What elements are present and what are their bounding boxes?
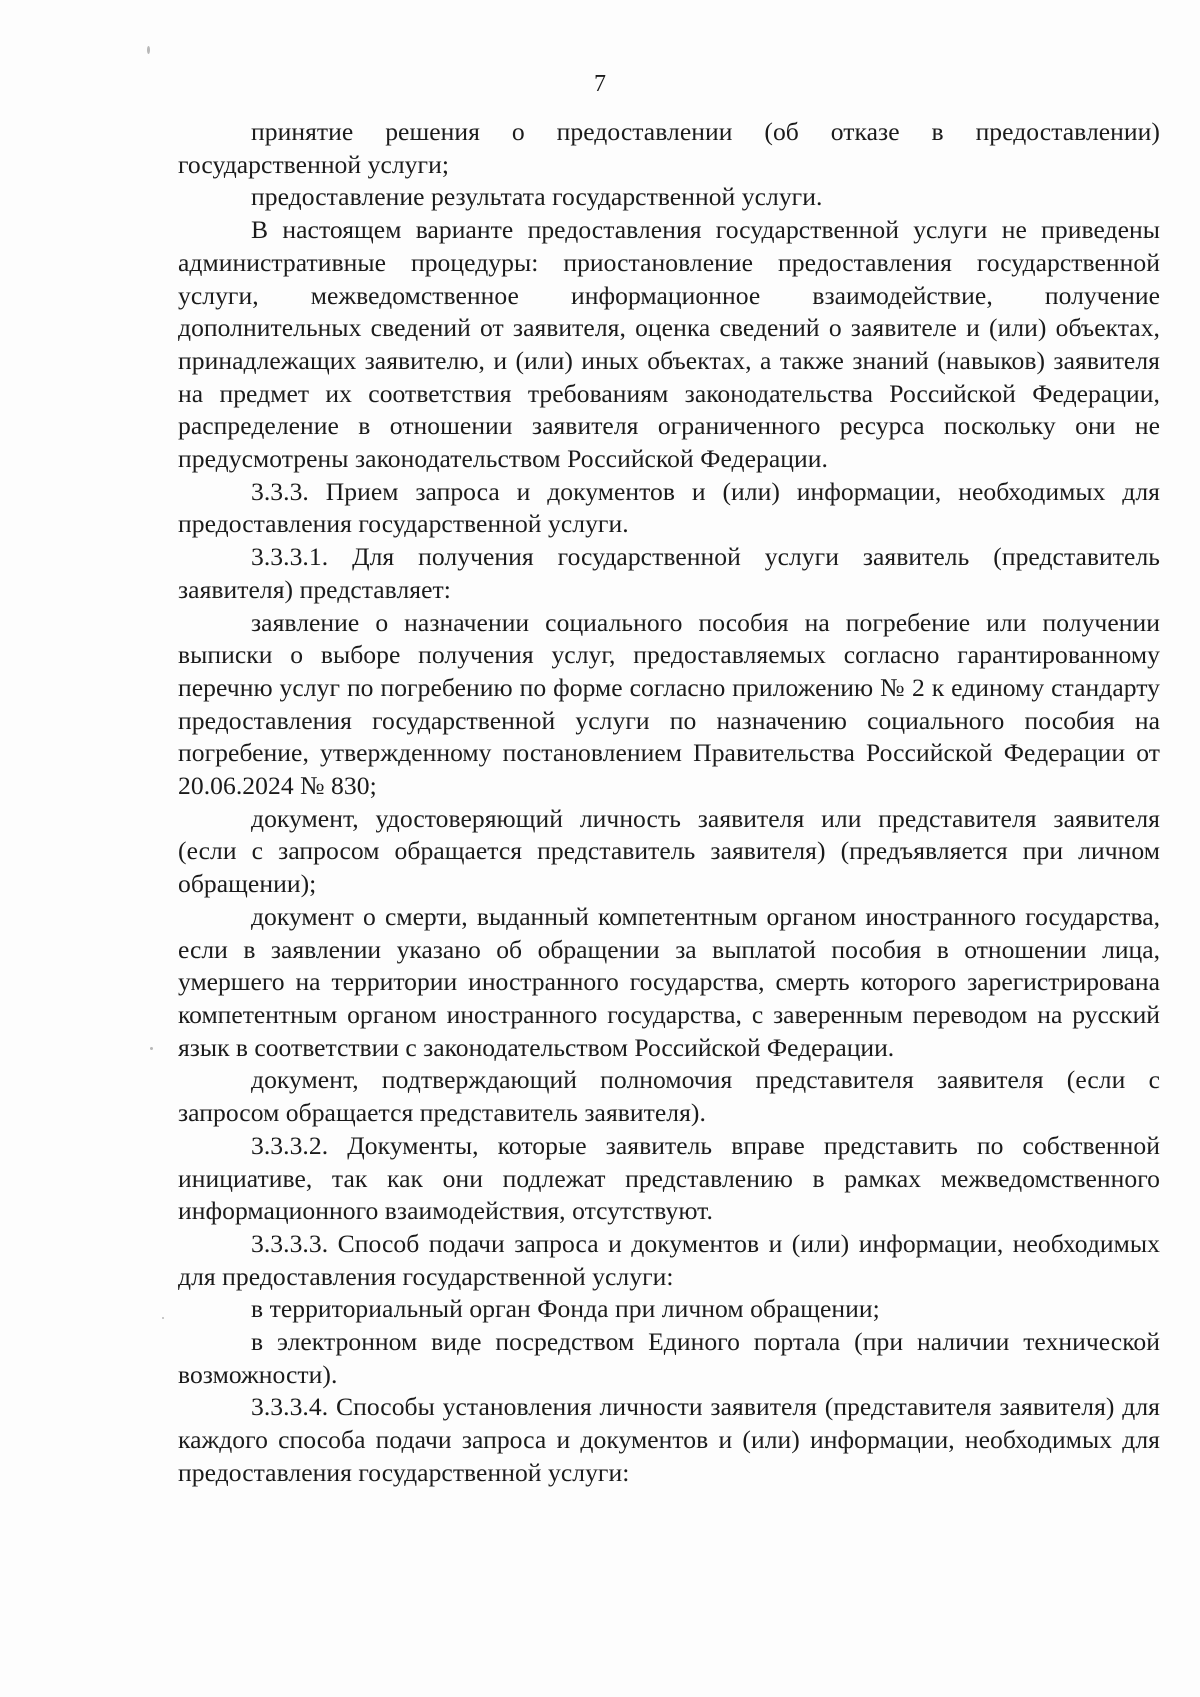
paragraph: 3.3.3.2. Документы, которые заявитель вправе представить по собственной инициативе, так как они подлежат представлению в рамках межведомственного информационного взаимодействия, отсутствуют. [178,1130,1160,1226]
paragraph: 3.3.3. Прием запроса и документов и (или) информации, необходимых для предоставления государственной услуги. [178,476,1160,539]
paragraph: в территориальный орган Фонда при личном обращении; [251,1294,880,1324]
paragraph: 3.3.3.1. Для получения государственной услуги заявитель (представитель заявителя) представляет: [178,542,1160,604]
paragraph: заявление о назначении социального пособия на погребение или получении выписки о выборе получения услуг, предоставляемых согласно гарантированному перечню услуг по погребению по форме согласно приложению № 2 к единому стандарту предоставления государственной услуги по назначению социального пособия на погребение, утвержденному постановлением Правительства Российской Федерации от 20.06.2024 № 830; [178,607,1160,801]
scan-speck [162,1317,164,1319]
page-number: 7 [594,71,606,97]
paragraph: документ, подтверждающий полномочия представителя заявителя (если с запросом обращается представитель заявителя). [178,1065,1160,1128]
scan-speck [150,1047,153,1050]
paragraph: предоставление результата государственной услуги. [251,182,823,212]
paragraph: В настоящем варианте предоставления государственной услуги не приведены административные процедуры: приостановление предоставления государственной услуги, межведомственное информационное взаимодействие, получение дополнительных сведений от заявителя, оценка сведений о заявителе и (или) объектах, принадлежащих заявителю, и (или) иных объектах, а также знаний (навыков) заявителя на предмет их соответствия требованиям законодательства Российской Федерации, распределение в отношении заявителя ограниченного ресурса поскольку они не предусмотрены законодательством Российской Федерации. [178,215,1160,474]
paragraph: документ о смерти, выданный компетентным органом иностранного государства, если в заявлении указано об обращении за выплатой пособия в отношении лица, умершего на территории иностранного государства, смерть которого зарегистрирована компетентным органом иностранного государства, с заверенным переводом на русский язык в соответствии с законодательством Российской Федерации. [178,901,1160,1062]
scan-speck [147,46,150,54]
paragraph: 3.3.3.3. Способ подачи запроса и документов и (или) информации, необходимых для предоставления государственной услуги: [178,1228,1160,1291]
paragraph: в электронном виде посредством Единого портала (при наличии технической возможности). [178,1327,1160,1389]
document-body [178,116,1160,1490]
paragraph: 3.3.3.4. Способы установления личности заявителя (представителя заявителя) для каждого способа подачи запроса и документов и (или) информации, необходимых для предоставления государственной услуги: [178,1392,1160,1487]
paragraph: документ, удостоверяющий личность заявителя или представителя заявителя (если с запросом обращается представитель заявителя) (предъявляется при личном обращении); [178,803,1160,899]
paragraph: принятие решения о предоставлении (об отказе в предоставлении) государственной услуги; [178,117,1160,179]
